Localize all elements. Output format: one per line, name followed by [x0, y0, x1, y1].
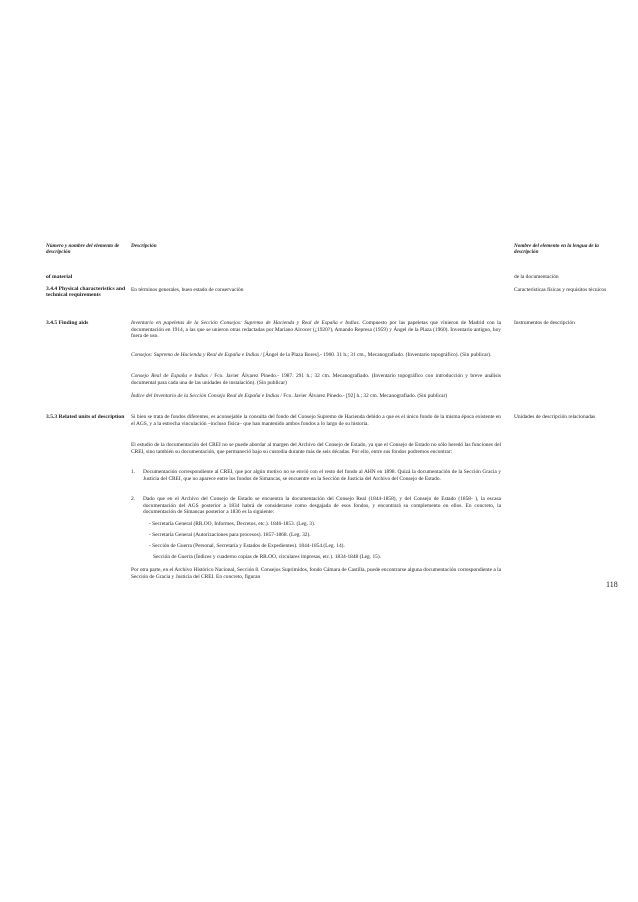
related-item-2-number: 2.	[131, 496, 136, 502]
related-paragraph-2: El estudio de la documentación del CREI no se puede abordar al margen del Archivo del Consejo de Estado, ya que el Consejo de Estado no sólo heredó las funciones del CREI, sino también su documentación, que permaneció bajo su custodia durante más de seis décadas. Por ello, entre sus fondos podremos encontrar:	[131, 442, 501, 455]
finding-aid-2	[131, 352, 501, 359]
finding-aid-4-title: Índice del Inventario de la Sección Consejo Real de España e Indias	[131, 393, 280, 399]
finding-aid-2-rest: / [Ángel de la Plaza Bores].- 1960. 31 h.; 31 cm., Mecanografiado. (Inventario topográfico). (Sin publicar).	[259, 352, 492, 358]
related-subitem-1: - Secretaría General (RR.OO, Informes, Decretos, etc.). 1846-1853. (Leg. 3).	[149, 521, 316, 527]
related-item-1-number: 1.	[131, 469, 136, 475]
row-right-material: de la documentación	[514, 274, 559, 280]
finding-aid-2-title: Consejos: Supremo de Hacienda y Real de España e Indias	[131, 352, 260, 358]
finding-aid-1-title: Inventario en papeletas de la Sección Consejos: Supremo de Hacienda y Real de España e Indias.	[131, 320, 360, 326]
row-label-physical: 3.4.4 Physical characteristics and technical requirements	[46, 286, 126, 299]
finding-aid-3	[131, 373, 501, 386]
related-item-2-text: Dado que en el Archivo del Consejo de Estado se encuentra la documentación del Consejo Real (1844-1858), y del Consejo de Estado (1858- ), la escasa documentación del AGS posterior a 1834 habrá de considerarse como desgajada de esos fondos, y encontrará su complemento en ellos. En concreto, la documentación de Simancas posterior a 1836 es la siguiente:	[143, 496, 501, 516]
row-label-material: of material	[46, 274, 73, 280]
finding-aid-3-title: Consejo Real de España e Indias	[131, 373, 208, 379]
related-paragraph-1: Si bien se trata de fondos diferentes, es aconsejable la consulta del fondo del Consejo Supremo de Hacienda debido a que es el único fondo de la misma época existente en el AGS, y a la estrecha vinculación –incluso física– que han mantenido ambos fondos a lo largo de su historia.	[131, 414, 501, 427]
row-label-related: 3.5.3 Related units of description	[46, 414, 125, 420]
row-right-finding-aids: Instrumentos de descripción	[514, 320, 575, 326]
header-element-name: Nombre del elemento en la lengua de la descripción	[514, 243, 599, 256]
row-text-physical: En términos generales, buen estado de conservación	[131, 287, 244, 293]
related-subitem-2: - Secretaría General (Autorizaciones para procesos). 1857-1868. (Leg. 32).	[149, 532, 311, 538]
related-subitem-3: - Sección de Guerra (Personal, Secretaría y Estados de Expedientes). 1844-1854.(Leg. 14).	[149, 543, 345, 549]
related-subitem-4: Sección de Guerra (Índices y cuaderno copias de RR.OO, circulares impresas, etc.). 1834-1848 (Leg. 15).	[153, 554, 381, 560]
row-right-physical: Características físicas y requisitos técnicos	[514, 287, 607, 293]
finding-aid-4-rest: / Fco. Javier Álvarez Pinedo.- [92] h.; 32 cm. Mecanografiado. (Sin publicar)	[279, 393, 448, 399]
page-number: 118	[606, 580, 618, 589]
header-description: Descripción	[131, 243, 157, 249]
related-paragraph-3: Por otra parte, en el Archivo Histórico Nacional, Sección 8. Consejos Suprimidos, fondo Cámara de Castilla, puede encontrarse alguna documentación correspondiente a la Sección de Gracia y Justicia del CREI. En concreto, figuran	[131, 567, 501, 580]
related-item-1-text: Documentación correspondiente al CREI, que por algún motivo no se envió con el resto del fondo al AHN en 1898. Quizá la documentación de la Sección Gracia y Justicia del CREI, que no aparece entre los fondos de Simancas, se encuentre en la Sección de Justicia del Archivo del Consejo de Estado.	[143, 469, 501, 482]
finding-aid-1	[131, 320, 501, 340]
finding-aid-1-rest: Compuesto por las papeletas que vinieron de Madrid con la documentación en 1914, a las que se unieron otras redactadas por Mariano Alcocer (¿1920?), Amando Represa (1959) y Ángel de la Plaza (1960). Inventario antiguo, hoy fuera de uso.	[131, 320, 501, 340]
row-right-related: Unidades de descripción relacionadas	[514, 414, 596, 420]
finding-aid-3-rest: / Fco. Javier Álvarez Pinedo.- 1987. 291 h.; 32 cm. Mecanografiado. (Inventario topográfico con introducción y breve análisis documental para cada una de las unidades de instalación). (Sin publicar)	[131, 373, 501, 386]
header-number-name: Número y nombre del elemento de descripción	[46, 243, 120, 256]
row-label-finding-aids: 3.4.5 Finding aids	[46, 320, 89, 326]
finding-aid-4	[131, 393, 501, 400]
